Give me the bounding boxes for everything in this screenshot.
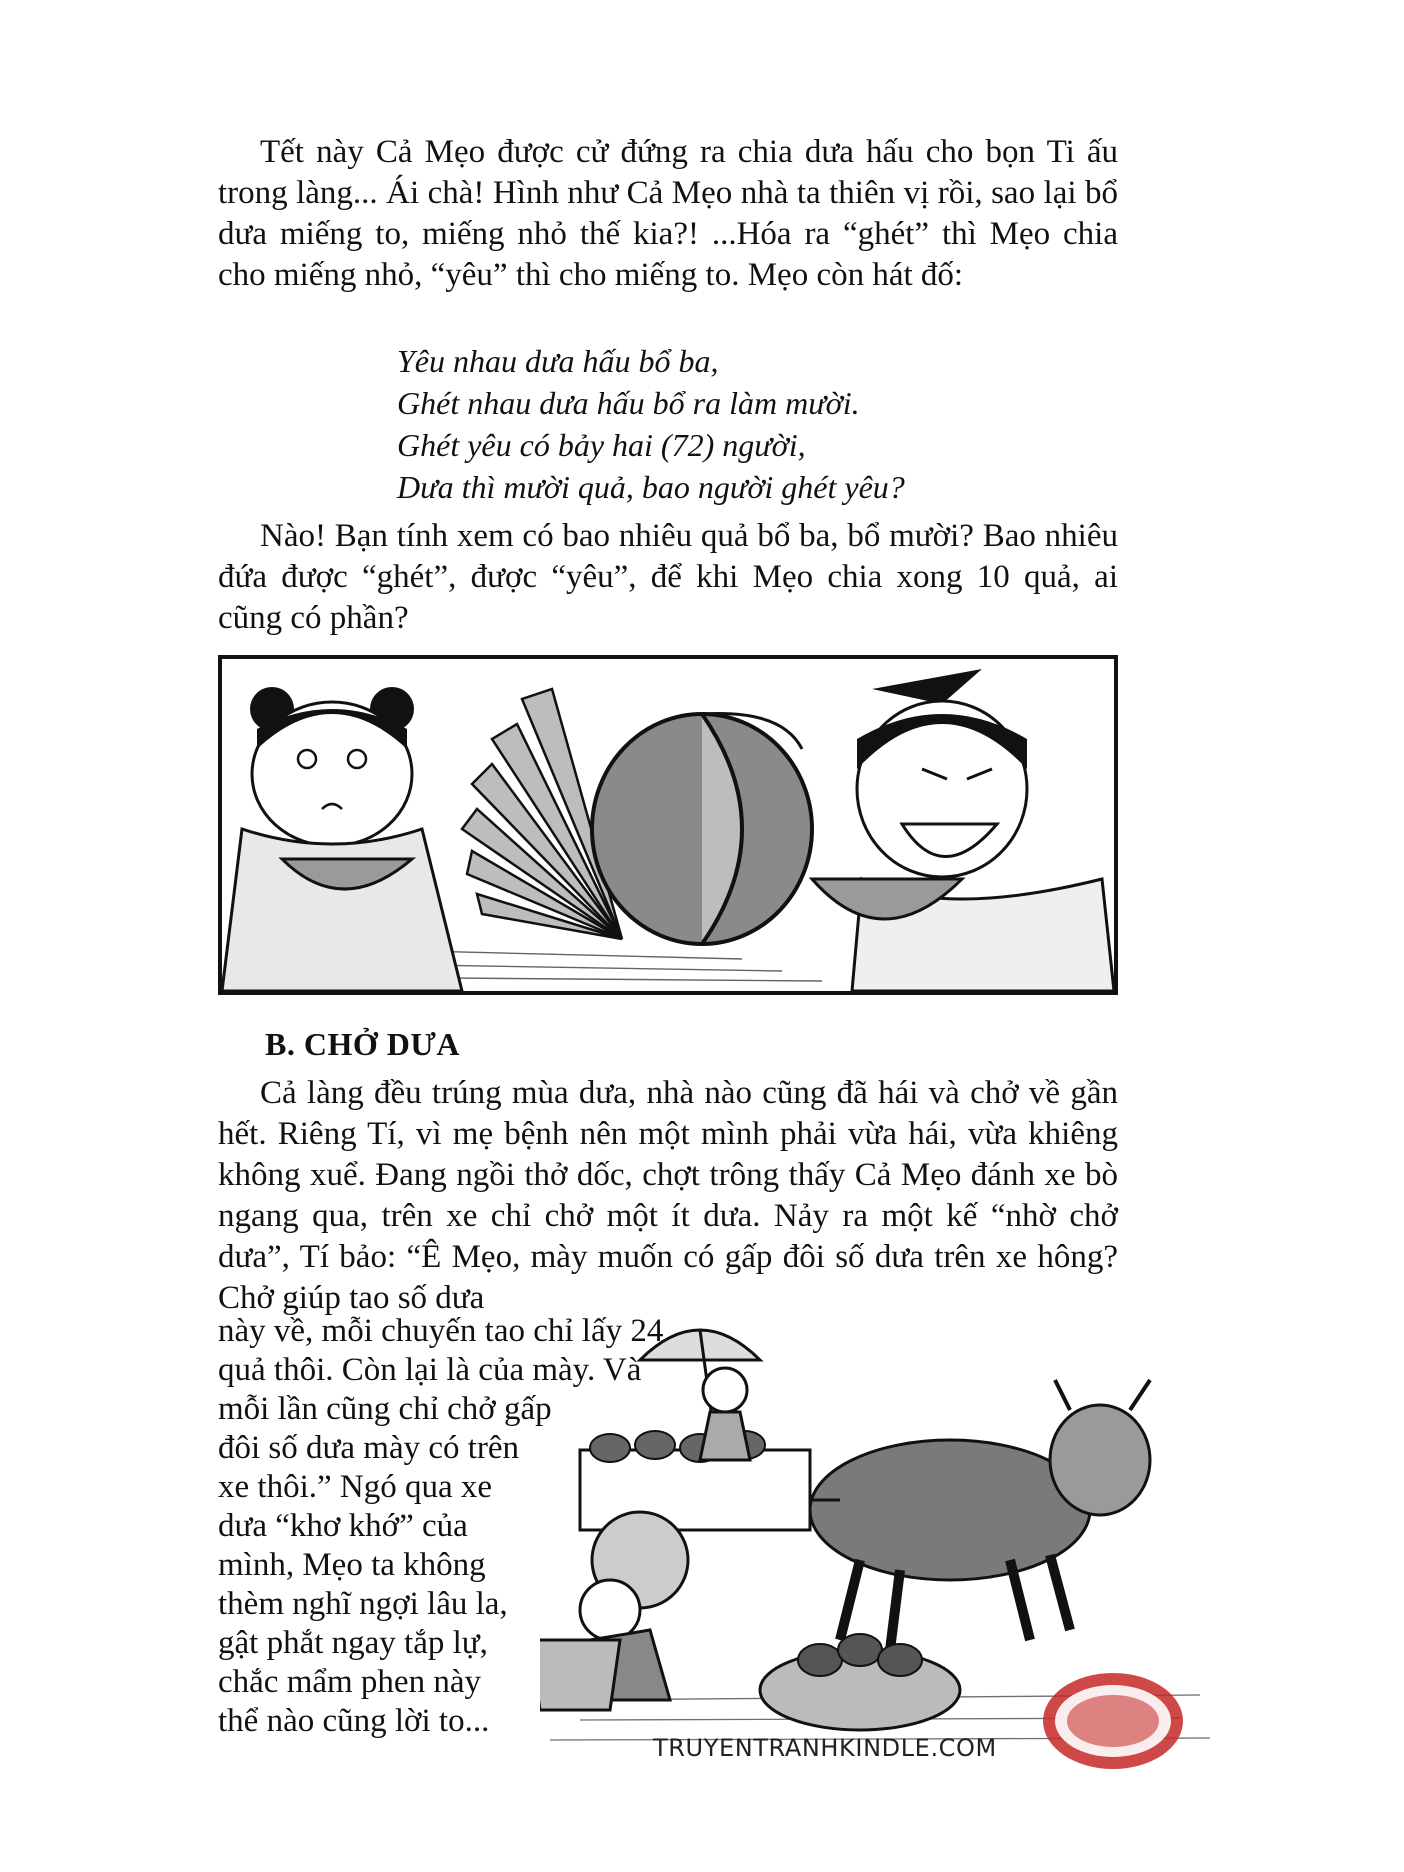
text-line: mỗi lần cũng chỉ chở gấp — [218, 1391, 552, 1427]
poem-line: Ghét nhau dưa hấu bổ ra làm mười. — [397, 385, 860, 421]
text-line: này về, mỗi chuyến tao chỉ lấy 24 — [218, 1313, 664, 1349]
text-line: quả thôi. Còn lại là của mày. Và — [218, 1352, 642, 1388]
website-watermark: TRUYENTRANHKINDLE.COM — [653, 1734, 997, 1762]
text-line: thể nào cũng lời to... — [218, 1703, 490, 1739]
story-paragraph: Cả làng đều trúng mùa dưa, nhà nào cũng đã hái và chở về gần hết. Riêng Tí, vì mẹ bệnh nên một mình phải vừa hái, vừa khiêng không xuể. Đang ngồi thở dốc, chợt trông thấy Cả Mẹo đánh xe bò ngang qua, trên xe chỉ chở một ít dưa. Nảy ra một kế “nhờ chở dưa”, Tí bảo: “Ê Mẹo, mày muốn có gấp đôi số dưa trên xe hông? Chở giúp tao số dưa — [218, 1075, 1118, 1316]
poem-line: Yêu nhau dưa hấu bổ ba, — [397, 343, 719, 379]
text-line: mình, Mẹo ta không — [218, 1547, 486, 1583]
question-paragraph: Nào! Bạn tính xem có bao nhiêu quả bổ ba, bổ mười? Bao nhiêu đứa được “ghét”, được “yêu”, để khi Mẹo chia xong 10 quả, ai cũng có phần? — [218, 518, 1118, 636]
section-heading: B. CHỞ DƯA — [265, 1026, 460, 1062]
text-line: thèm nghĩ ngợi lâu la, — [218, 1586, 508, 1622]
text-line: chắc mẩm phen này — [218, 1664, 481, 1700]
intro-paragraph: Tết này Cả Mẹo được cử đứng ra chia dưa hấu cho bọn Ti ấu trong làng... Ái chà! Hình như Cả Mẹo nhà ta thiên vị rồi, sao lại bổ dưa miếng to, miếng nhỏ thế kia?! ...Hóa ra “ghét” thì Mẹo chia cho miếng nhỏ, “yêu” thì cho miếng to. Mẹo còn hát đố: — [218, 134, 1118, 293]
watermelon-sharing-illustration — [218, 655, 1118, 995]
text-line: dưa “khơ khớ” của — [218, 1508, 468, 1544]
publisher-stamp-icon — [1038, 1663, 1188, 1773]
riddle-poem — [397, 340, 905, 508]
illustration-icon — [222, 659, 1114, 991]
poem-line: Dưa thì mười quả, bao người ghét yêu? — [397, 469, 905, 505]
text-line: đôi số dưa mày có trên — [218, 1430, 520, 1466]
poem-line: Ghét yêu có bảy hai (72) người, — [397, 427, 806, 463]
text-line: xe thôi.” Ngó qua xe — [218, 1469, 493, 1505]
text-line: gật phắt ngay tắp lự, — [218, 1625, 488, 1661]
